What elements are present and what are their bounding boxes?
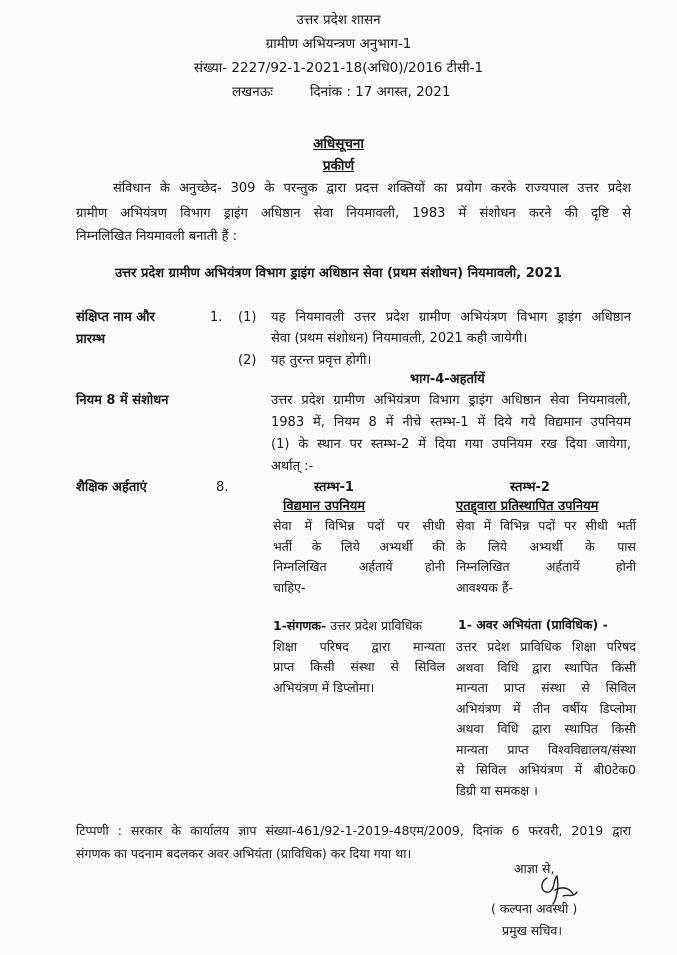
column1-item-bold: 1-संगणक- (273, 618, 327, 633)
column2-para-line1: सेवा में विभिन्न पदों पर सीधी भर्ती (456, 518, 636, 533)
column1-para-line1: सेवा में विभिन्न पदों पर सीधी (273, 518, 445, 533)
column2-item-line4: अभियंत्रण में तीन वर्षीय डिप्लोमा (456, 700, 636, 716)
notification-subtitle: प्रकीर्ण (322, 158, 355, 174)
column2-item-bold: 1- अवर अभियंता (प्राविधिक) - (458, 617, 608, 632)
signatory-designation: प्रमुख सचिव। (502, 923, 563, 938)
signatory-name: ( कल्पना अवस्थी ) (491, 901, 578, 916)
column2-heading: स्तम्भ-2 (510, 480, 550, 495)
column2-para (456, 516, 636, 598)
column1-item-line1 (273, 616, 445, 637)
column1-item-line4: अभियंत्रण में डिप्लोमा। (273, 679, 375, 695)
section2-line3: (1) के स्थान पर स्तम्भ-2 में दिया गया उपनियम रख दिया जायेगा, (271, 437, 631, 452)
column2-item-line6: मान्यता प्राप्त विश्वविद्यालय/संस्था (456, 741, 636, 757)
section2-label: नियम 8 में संशोधन (76, 393, 169, 408)
section1-sub1-line1: यह नियमावली उत्तर प्रदेश ग्रामीण अभियंत्रण विभाग ड्राइंग अधिष्ठान (271, 310, 631, 325)
intro-line-2: ग्रामीण अभियंत्रण विभाग ड्राइंग अधिष्ठान सेवा नियमावली, 1983 में संशोधन करने की दृष्टि से (76, 206, 631, 221)
section1-sub2-marker: (2) (238, 353, 257, 368)
column1-heading: स्तम्भ-1 (314, 480, 354, 495)
intro-line-3: निम्नलिखित नियमावली बनाती हैं : (76, 229, 238, 244)
note-line1: टिप्पणी : सरकार के कार्यालय ज्ञाप संख्या-461/92-1-2019-48एम/2009, दिनांक 6 फरवरी, 2019 द्वारा (76, 823, 631, 838)
column2-para-line2: के लिये अभ्यर्थी के पास (456, 538, 636, 554)
note-line2: संगणक का पदनाम बदलकर अवर अभियंता (प्राविधिक) कर दिया गया था। (76, 846, 412, 861)
column2-item-line2: अथवा विधि द्वारा स्थापित किसी (456, 659, 636, 675)
column1-item-line3: प्राप्त किसी संस्था से सिविल (273, 659, 445, 674)
section1-sub2-text: यह तुरन्त प्रवृत्त होगी। (271, 353, 372, 368)
column2-item-line3: मान्यता प्राप्त संस्था से सिविल (456, 680, 636, 695)
column1-item-text: उत्तर प्रदेश प्राविधिक (326, 618, 423, 633)
section3-number: 8. (216, 480, 229, 495)
column2-para-line3: निम्नलिखित अर्हतायें होनी (456, 559, 636, 574)
section1-sub1-marker: (1) (238, 310, 257, 325)
header-government: उत्तर प्रदेश शासन (296, 12, 381, 28)
column1-subheading: विद्यमान उपनियम (283, 499, 366, 514)
column2-item-line7: से सिविल अभियंत्रण में बी0टेक0 (456, 762, 636, 777)
column2-item (456, 637, 636, 801)
column2-subheading: एतद्द्वारा प्रतिस्थापित उपनियम (456, 499, 599, 514)
section1-label-line1: संक्षिप्त नाम और (76, 310, 155, 325)
section2-line1: उत्तर प्रदेश ग्रामीण अभियंत्रण विभाग ड्राइंग अधिष्ठान सेवा नियमावली, (271, 393, 631, 408)
section1-number: 1. (210, 310, 223, 325)
column2-item-line5: अथवा विधि द्वारा स्थापित किसी (456, 721, 636, 736)
intro-line-1: संविधान के अनुच्छेद- 309 के परन्तुक द्वारा प्रदत्त शक्तियों का प्रयोग करके राज्यपाल उत्तर प्रदेश (113, 181, 631, 196)
header-date: दिनांक : 17 अगस्त, 2021 (310, 84, 451, 100)
column2-item-line8: डिग्री या समकक्ष । (456, 782, 538, 798)
notification-title: अधिसूचना (313, 136, 364, 152)
section1-label-line2: प्रारम्भ (76, 332, 106, 347)
column2-item-line1: उत्तर प्रदेश प्राविधिक शिक्षा परिषद (456, 639, 636, 654)
column1-para-line4: चाहिए- (273, 579, 306, 595)
header-place: लखनऊः (232, 84, 274, 100)
section2-line4: अर्थात् :- (271, 459, 314, 474)
part-heading: भाग-4-अहर्तायें (410, 372, 485, 387)
column1-para-line2: भर्ती के लिये अभ्यर्थी की (273, 538, 445, 554)
section3-label: शैक्षिक अर्हताएं (76, 480, 147, 495)
header-department: ग्रामीण अभियन्त्रण अनुभाग-1 (265, 36, 412, 52)
header-reference-number: संख्या- 2227/92-1-2021-18(अधि0)/2016 टीसी-1 (193, 60, 484, 76)
column2-para-line4: आवश्यक हैं- (456, 579, 514, 595)
column1-para (273, 516, 445, 598)
section1-sub1-line2: सेवा (प्रथम संशोधन) नियमावली, 2021 कही जायेगी। (271, 331, 528, 346)
column1-item-line2: शिक्षा परिषद द्वारा मान्यता (273, 638, 445, 654)
section2-line2: 1983 में, नियम 8 में नीचे स्तम्भ-1 में दिये गये विद्यमान उपनियम (271, 415, 631, 430)
column1-item (273, 616, 445, 698)
signature-by-order: आज्ञा से, (514, 861, 555, 876)
rules-title: उत्तर प्रदेश ग्रामीण अभियंत्रण विभाग ड्राइंग अधिष्ठान सेवा (प्रथम संशोधन) नियमावली, 2021 (115, 266, 562, 281)
column1-para-line3: निम्नलिखित अर्हतायें होनी (273, 559, 445, 574)
